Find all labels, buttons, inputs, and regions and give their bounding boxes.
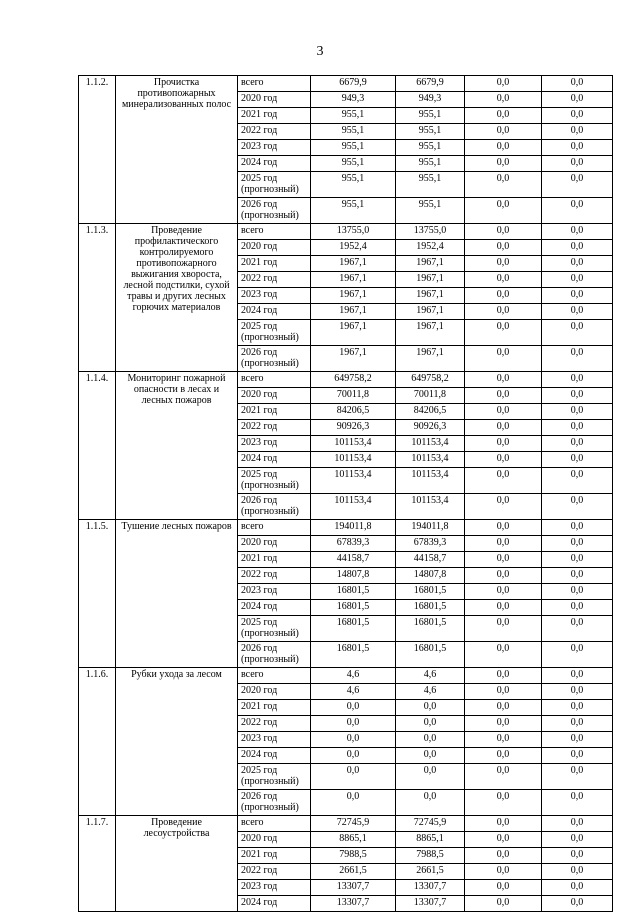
total-value-cell: 101153,4: [311, 452, 396, 468]
total-value-cell: 2661,5: [311, 864, 396, 880]
value-cell: 0,0: [465, 764, 542, 790]
budget-value-cell: 1967,1: [396, 320, 465, 346]
value-cell: 0,0: [465, 156, 542, 172]
value-cell: 0,0: [542, 224, 613, 240]
value-cell: 0,0: [465, 140, 542, 156]
value-cell: 0,0: [542, 272, 613, 288]
budget-value-cell: 16801,5: [396, 642, 465, 668]
total-value-cell: 0,0: [311, 732, 396, 748]
value-cell: 0,0: [465, 372, 542, 388]
year-cell: всего: [238, 816, 311, 832]
total-value-cell: 6679,9: [311, 76, 396, 92]
year-cell: 2020 год: [238, 832, 311, 848]
budget-value-cell: 101153,4: [396, 494, 465, 520]
budget-value-cell: 70011,8: [396, 388, 465, 404]
item-number: 1.1.2.: [79, 76, 116, 224]
value-cell: 0,0: [465, 642, 542, 668]
total-value-cell: 0,0: [311, 716, 396, 732]
total-value-cell: 13755,0: [311, 224, 396, 240]
total-value-cell: 72745,9: [311, 816, 396, 832]
year-cell: 2023 год: [238, 584, 311, 600]
year-cell: 2024 год: [238, 896, 311, 912]
total-value-cell: 955,1: [311, 156, 396, 172]
item-number: 1.1.5.: [79, 520, 116, 668]
year-cell: 2021 год: [238, 848, 311, 864]
budget-value-cell: 1967,1: [396, 272, 465, 288]
budget-value-cell: 67839,3: [396, 536, 465, 552]
budget-value-cell: 16801,5: [396, 584, 465, 600]
budget-value-cell: 955,1: [396, 108, 465, 124]
value-cell: 0,0: [542, 288, 613, 304]
value-cell: 0,0: [465, 452, 542, 468]
item-number: 1.1.3.: [79, 224, 116, 372]
item-number: 1.1.6.: [79, 668, 116, 816]
value-cell: 0,0: [542, 668, 613, 684]
total-value-cell: 1967,1: [311, 304, 396, 320]
value-cell: 0,0: [542, 552, 613, 568]
year-cell: 2022 год: [238, 568, 311, 584]
value-cell: 0,0: [465, 346, 542, 372]
budget-value-cell: 649758,2: [396, 372, 465, 388]
budget-value-cell: 0,0: [396, 700, 465, 716]
budget-value-cell: 0,0: [396, 716, 465, 732]
value-cell: 0,0: [542, 642, 613, 668]
budget-value-cell: 0,0: [396, 764, 465, 790]
budget-value-cell: 13307,7: [396, 896, 465, 912]
budget-value-cell: 8865,1: [396, 832, 465, 848]
value-cell: 0,0: [542, 452, 613, 468]
value-cell: 0,0: [465, 240, 542, 256]
budget-value-cell: 16801,5: [396, 616, 465, 642]
budget-value-cell: 2661,5: [396, 864, 465, 880]
value-cell: 0,0: [465, 832, 542, 848]
budget-value-cell: 1967,1: [396, 346, 465, 372]
year-cell: 2023 год: [238, 288, 311, 304]
year-cell: 2024 год: [238, 156, 311, 172]
total-value-cell: 16801,5: [311, 600, 396, 616]
value-cell: 0,0: [542, 346, 613, 372]
value-cell: 0,0: [542, 880, 613, 896]
value-cell: 0,0: [542, 468, 613, 494]
year-cell: 2025 год (прогнозный): [238, 764, 311, 790]
budget-value-cell: 955,1: [396, 140, 465, 156]
value-cell: 0,0: [542, 404, 613, 420]
year-cell: 2024 год: [238, 304, 311, 320]
value-cell: 0,0: [465, 790, 542, 816]
total-value-cell: 949,3: [311, 92, 396, 108]
value-cell: 0,0: [465, 256, 542, 272]
value-cell: 0,0: [465, 848, 542, 864]
total-value-cell: 1967,1: [311, 346, 396, 372]
value-cell: 0,0: [542, 616, 613, 642]
budget-value-cell: 955,1: [396, 156, 465, 172]
value-cell: 0,0: [542, 748, 613, 764]
value-cell: 0,0: [542, 816, 613, 832]
value-cell: 0,0: [542, 304, 613, 320]
value-cell: 0,0: [465, 600, 542, 616]
total-value-cell: 0,0: [311, 790, 396, 816]
value-cell: 0,0: [465, 420, 542, 436]
value-cell: 0,0: [465, 520, 542, 536]
year-cell: 2025 год (прогнозный): [238, 616, 311, 642]
table-row: [79, 224, 613, 240]
value-cell: 0,0: [465, 552, 542, 568]
item-number: 1.1.7.: [79, 816, 116, 912]
total-value-cell: 1967,1: [311, 320, 396, 346]
value-cell: 0,0: [542, 172, 613, 198]
budget-value-cell: 4,6: [396, 684, 465, 700]
total-value-cell: 8865,1: [311, 832, 396, 848]
table-row: [79, 76, 613, 92]
total-value-cell: 16801,5: [311, 584, 396, 600]
value-cell: 0,0: [542, 684, 613, 700]
value-cell: 0,0: [465, 896, 542, 912]
value-cell: 0,0: [542, 140, 613, 156]
value-cell: 0,0: [465, 288, 542, 304]
year-cell: 2026 год (прогнозный): [238, 198, 311, 224]
item-name: Прочистка противопожарных минерализованных полос: [116, 76, 238, 224]
year-cell: 2023 год: [238, 436, 311, 452]
value-cell: 0,0: [465, 388, 542, 404]
budget-value-cell: 7988,5: [396, 848, 465, 864]
total-value-cell: 1967,1: [311, 288, 396, 304]
year-cell: 2025 год (прогнозный): [238, 468, 311, 494]
value-cell: 0,0: [542, 372, 613, 388]
item-name: Рубки ухода за лесом: [116, 668, 238, 816]
total-value-cell: 70011,8: [311, 388, 396, 404]
value-cell: 0,0: [542, 732, 613, 748]
value-cell: 0,0: [465, 616, 542, 642]
year-cell: 2024 год: [238, 748, 311, 764]
value-cell: 0,0: [465, 536, 542, 552]
total-value-cell: 955,1: [311, 172, 396, 198]
budget-value-cell: 101153,4: [396, 452, 465, 468]
total-value-cell: 4,6: [311, 668, 396, 684]
total-value-cell: 955,1: [311, 124, 396, 140]
total-value-cell: 194011,8: [311, 520, 396, 536]
value-cell: 0,0: [542, 124, 613, 140]
value-cell: 0,0: [465, 568, 542, 584]
budget-value-cell: 955,1: [396, 198, 465, 224]
value-cell: 0,0: [542, 108, 613, 124]
budget-value-cell: 6679,9: [396, 76, 465, 92]
year-cell: 2022 год: [238, 864, 311, 880]
value-cell: 0,0: [465, 748, 542, 764]
budget-value-cell: 1967,1: [396, 256, 465, 272]
budget-value-cell: 16801,5: [396, 600, 465, 616]
year-cell: 2020 год: [238, 240, 311, 256]
value-cell: 0,0: [542, 420, 613, 436]
value-cell: 0,0: [465, 880, 542, 896]
budget-value-cell: 1967,1: [396, 288, 465, 304]
year-cell: 2023 год: [238, 140, 311, 156]
value-cell: 0,0: [465, 76, 542, 92]
year-cell: всего: [238, 520, 311, 536]
budget-value-cell: 4,6: [396, 668, 465, 684]
value-cell: 0,0: [542, 76, 613, 92]
value-cell: 0,0: [542, 536, 613, 552]
value-cell: 0,0: [465, 700, 542, 716]
year-cell: 2022 год: [238, 272, 311, 288]
table-row: [79, 668, 613, 684]
total-value-cell: 13307,7: [311, 880, 396, 896]
value-cell: 0,0: [542, 494, 613, 520]
year-cell: 2022 год: [238, 124, 311, 140]
table-row: [79, 372, 613, 388]
value-cell: 0,0: [465, 816, 542, 832]
year-cell: 2025 год (прогнозный): [238, 320, 311, 346]
value-cell: 0,0: [465, 436, 542, 452]
total-value-cell: 955,1: [311, 108, 396, 124]
year-cell: 2026 год (прогнозный): [238, 494, 311, 520]
total-value-cell: 16801,5: [311, 616, 396, 642]
budget-value-cell: 949,3: [396, 92, 465, 108]
budget-value-cell: 0,0: [396, 748, 465, 764]
total-value-cell: 0,0: [311, 748, 396, 764]
value-cell: 0,0: [465, 584, 542, 600]
total-value-cell: 1952,4: [311, 240, 396, 256]
budget-value-cell: 1952,4: [396, 240, 465, 256]
value-cell: 0,0: [542, 700, 613, 716]
total-value-cell: 649758,2: [311, 372, 396, 388]
year-cell: всего: [238, 668, 311, 684]
item-name: Тушение лесных пожаров: [116, 520, 238, 668]
year-cell: 2021 год: [238, 256, 311, 272]
item-name: Мониторинг пожарной опасности в лесах и лесных пожаров: [116, 372, 238, 520]
budget-value-cell: 13755,0: [396, 224, 465, 240]
total-value-cell: 90926,3: [311, 420, 396, 436]
total-value-cell: 1967,1: [311, 256, 396, 272]
year-cell: 2021 год: [238, 552, 311, 568]
value-cell: 0,0: [465, 684, 542, 700]
page-number: 3: [316, 44, 324, 59]
value-cell: 0,0: [542, 198, 613, 224]
year-cell: всего: [238, 372, 311, 388]
total-value-cell: 44158,7: [311, 552, 396, 568]
budget-table: [78, 75, 613, 912]
year-cell: 2020 год: [238, 388, 311, 404]
budget-value-cell: 84206,5: [396, 404, 465, 420]
value-cell: 0,0: [465, 272, 542, 288]
total-value-cell: 955,1: [311, 140, 396, 156]
value-cell: 0,0: [465, 304, 542, 320]
year-cell: 2026 год (прогнозный): [238, 790, 311, 816]
year-cell: 2024 год: [238, 452, 311, 468]
value-cell: 0,0: [465, 108, 542, 124]
value-cell: 0,0: [542, 790, 613, 816]
year-cell: 2021 год: [238, 700, 311, 716]
value-cell: 0,0: [465, 494, 542, 520]
total-value-cell: 101153,4: [311, 436, 396, 452]
total-value-cell: 0,0: [311, 700, 396, 716]
item-number: 1.1.4.: [79, 372, 116, 520]
budget-value-cell: 44158,7: [396, 552, 465, 568]
value-cell: 0,0: [542, 832, 613, 848]
total-value-cell: 4,6: [311, 684, 396, 700]
budget-value-cell: 90926,3: [396, 420, 465, 436]
year-cell: всего: [238, 76, 311, 92]
value-cell: 0,0: [542, 764, 613, 790]
value-cell: 0,0: [542, 92, 613, 108]
year-cell: всего: [238, 224, 311, 240]
value-cell: 0,0: [465, 320, 542, 346]
year-cell: 2021 год: [238, 404, 311, 420]
value-cell: 0,0: [465, 172, 542, 198]
value-cell: 0,0: [542, 864, 613, 880]
value-cell: 0,0: [542, 896, 613, 912]
year-cell: 2022 год: [238, 420, 311, 436]
total-value-cell: 0,0: [311, 764, 396, 790]
value-cell: 0,0: [465, 732, 542, 748]
budget-value-cell: 0,0: [396, 732, 465, 748]
budget-value-cell: 955,1: [396, 124, 465, 140]
total-value-cell: 1967,1: [311, 272, 396, 288]
value-cell: 0,0: [542, 520, 613, 536]
budget-value-cell: 1967,1: [396, 304, 465, 320]
budget-value-cell: 72745,9: [396, 816, 465, 832]
value-cell: 0,0: [465, 404, 542, 420]
total-value-cell: 84206,5: [311, 404, 396, 420]
year-cell: 2023 год: [238, 732, 311, 748]
year-cell: 2020 год: [238, 684, 311, 700]
year-cell: 2021 год: [238, 108, 311, 124]
total-value-cell: 67839,3: [311, 536, 396, 552]
value-cell: 0,0: [465, 468, 542, 494]
value-cell: 0,0: [465, 92, 542, 108]
value-cell: 0,0: [465, 198, 542, 224]
value-cell: 0,0: [542, 156, 613, 172]
year-cell: 2026 год (прогнозный): [238, 642, 311, 668]
value-cell: 0,0: [542, 568, 613, 584]
value-cell: 0,0: [542, 436, 613, 452]
value-cell: 0,0: [465, 124, 542, 140]
year-cell: 2020 год: [238, 536, 311, 552]
value-cell: 0,0: [542, 256, 613, 272]
total-value-cell: 16801,5: [311, 642, 396, 668]
budget-value-cell: 101153,4: [396, 468, 465, 494]
budget-value-cell: 194011,8: [396, 520, 465, 536]
total-value-cell: 14807,8: [311, 568, 396, 584]
value-cell: 0,0: [542, 600, 613, 616]
year-cell: 2022 год: [238, 716, 311, 732]
year-cell: 2026 год (прогнозный): [238, 346, 311, 372]
value-cell: 0,0: [542, 320, 613, 346]
value-cell: 0,0: [542, 848, 613, 864]
budget-value-cell: 13307,7: [396, 880, 465, 896]
value-cell: 0,0: [542, 240, 613, 256]
value-cell: 0,0: [465, 864, 542, 880]
value-cell: 0,0: [465, 224, 542, 240]
item-name: Проведение профилактического контролируемого противопожарного выжигания хвороста, лесной подстилки, сухой травы и других лесных горючих материалов: [116, 224, 238, 372]
year-cell: 2020 год: [238, 92, 311, 108]
total-value-cell: 7988,5: [311, 848, 396, 864]
budget-value-cell: 0,0: [396, 790, 465, 816]
budget-value-cell: 14807,8: [396, 568, 465, 584]
total-value-cell: 955,1: [311, 198, 396, 224]
year-cell: 2024 год: [238, 600, 311, 616]
table-row: [79, 816, 613, 832]
value-cell: 0,0: [542, 388, 613, 404]
item-name: Проведение лесоустройства: [116, 816, 238, 912]
budget-value-cell: 955,1: [396, 172, 465, 198]
value-cell: 0,0: [465, 668, 542, 684]
value-cell: 0,0: [465, 716, 542, 732]
budget-value-cell: 101153,4: [396, 436, 465, 452]
value-cell: 0,0: [542, 716, 613, 732]
total-value-cell: 101153,4: [311, 494, 396, 520]
total-value-cell: 101153,4: [311, 468, 396, 494]
total-value-cell: 13307,7: [311, 896, 396, 912]
table-row: [79, 520, 613, 536]
year-cell: 2025 год (прогнозный): [238, 172, 311, 198]
year-cell: 2023 год: [238, 880, 311, 896]
value-cell: 0,0: [542, 584, 613, 600]
